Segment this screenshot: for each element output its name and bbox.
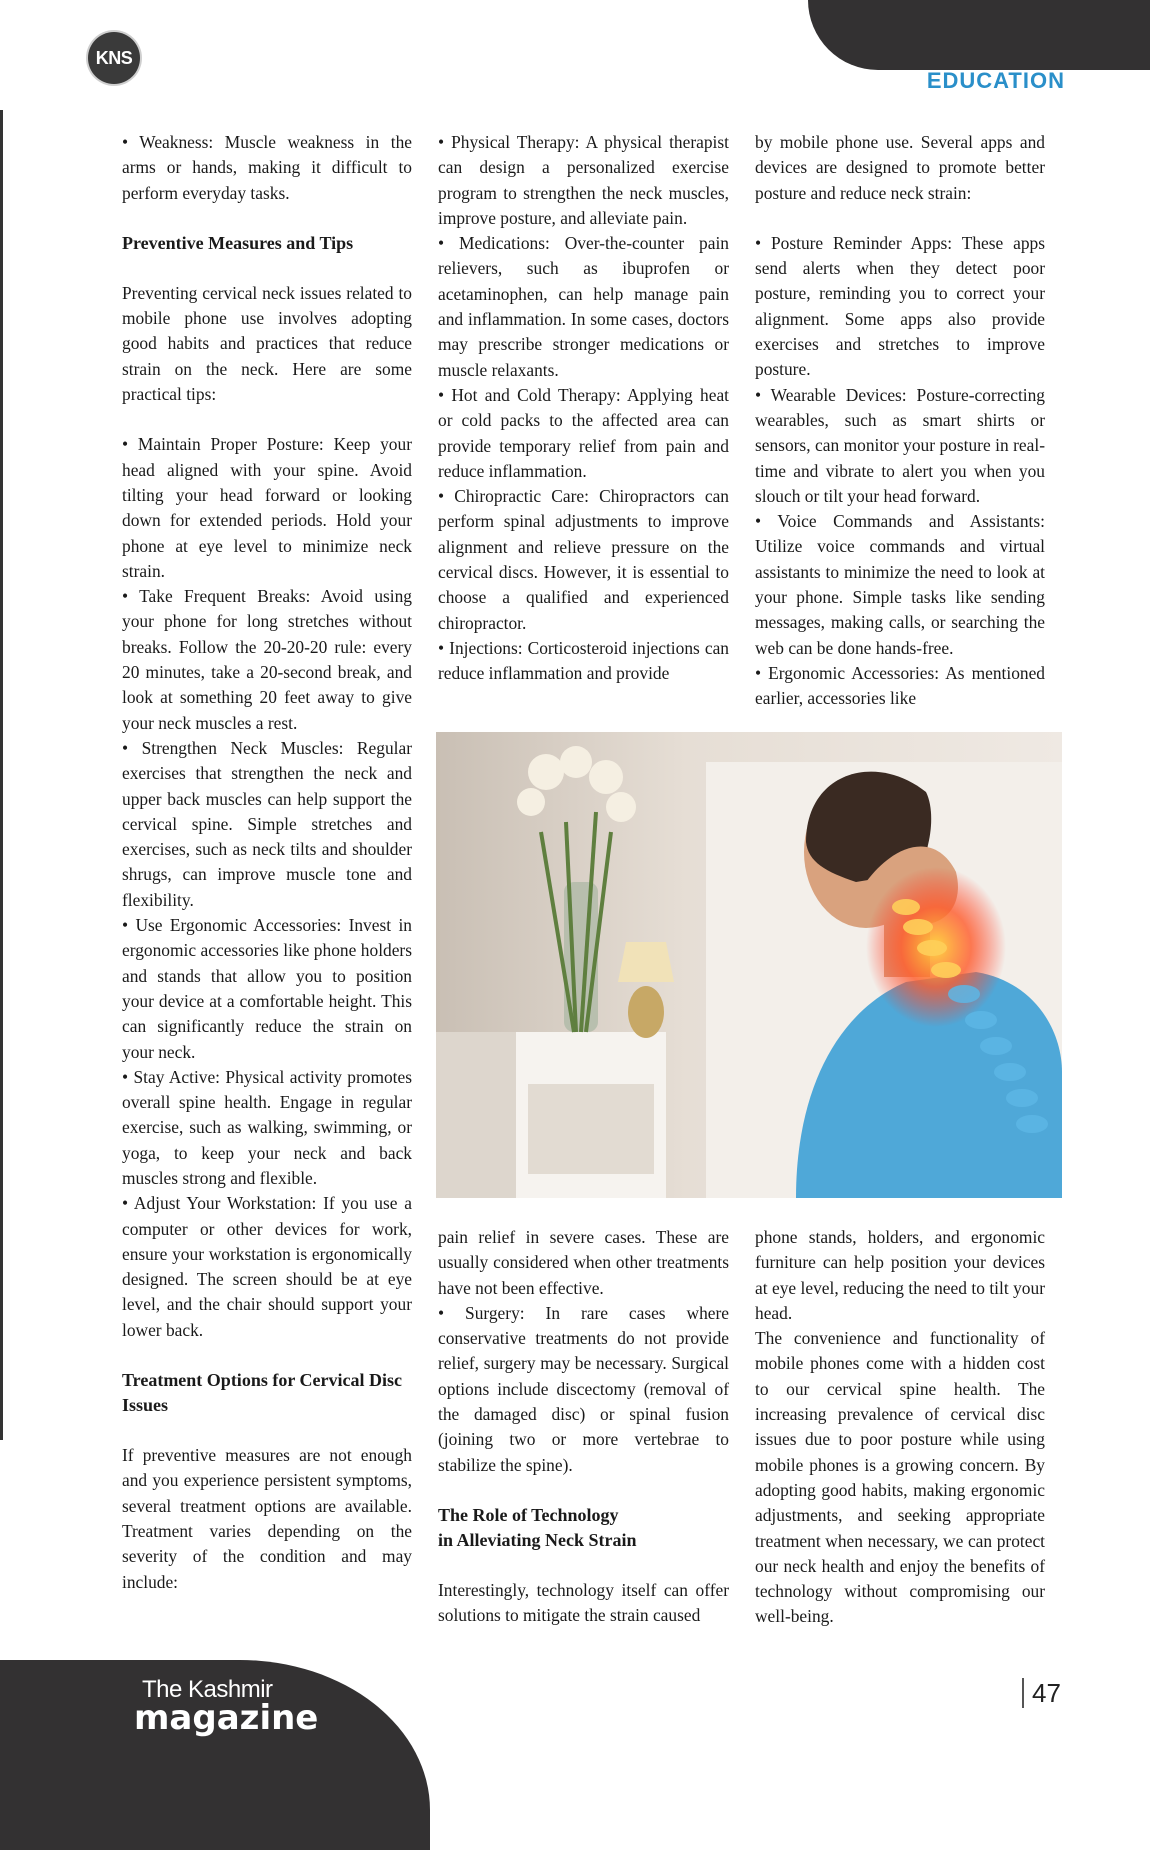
paragraph: The convenience and functionality of mobile phones come with a hidden cost to our cervical spine health. The increasing prevalence of cervical disc issues due to poor posture while using mobile phones is a growing concern. By adopting good habits, making ergonomic adjustments, and seeking appropriate treatment when necessary, we can protect our neck health and enjoy the benefits of technology without compromising our well-being.	[755, 1328, 1045, 1627]
column-2-top	[438, 130, 729, 687]
list-item: • Medications: Over-the-counter pain relievers, such as ibuprofen or acetaminophen, can help manage pain and inflammation. In some cases, doctors may prescribe stronger medications or muscle relaxants.	[438, 233, 729, 380]
list-item: • Hot and Cold Therapy: Applying heat or cold packs to the affected area can provide temporary relief from pain and reduce inflammation.	[438, 384, 729, 481]
heading-preventive-measures: Preventive Measures and Tips	[122, 232, 354, 253]
list-item: • Maintain Proper Posture: Keep your head aligned with your spine. Avoid tilting your head forward or looking down for extended periods. Hold your phone at eye level to minimize neck strain.	[122, 434, 412, 581]
paragraph: by mobile phone use. Several apps and devices are designed to promote better posture and reduce neck strain:	[755, 132, 1045, 203]
header-band	[808, 0, 1150, 70]
column-3-bottom	[755, 1225, 1045, 1630]
paragraph: • Weakness: Muscle weakness in the arms or hands, making it difficult to perform everyday tasks.	[122, 132, 412, 203]
list-item: • Wearable Devices: Posture-correcting wearables, such as smart shirts or sensors, can monitor your posture in real-time and vibrate to alert you when you slouch or tilt your head forward.	[755, 384, 1045, 506]
paragraph: phone stands, holders, and ergonomic furniture can help position your devices at eye level, reducing the need to tilt your head.	[755, 1227, 1045, 1323]
list-item: • Use Ergonomic Accessories: Invest in ergonomic accessories like phone holders and stands that allow you to position your device at a comfortable height. This can significantly reduce the strain on your neck.	[122, 915, 412, 1062]
list-item: • Chiropractic Care: Chiropractors can perform spinal adjustments to improve alignment and relieve pressure on the cervical discs. However, it is essential to choose a qualified and experienced chiropractor.	[438, 486, 729, 633]
list-item: • Voice Commands and Assistants: Utilize voice commands and virtual assistants to minimize the need to look at your phone. Simple tasks like sending messages, making calls, or searching the web can be done hands-free.	[755, 511, 1045, 658]
page-number: 47	[1022, 1678, 1061, 1708]
paragraph: If preventive measures are not enough and you experience persistent symptoms, several treatment options are available. Treatment varies depending on the severity of the condition and may include:	[122, 1445, 412, 1592]
neck-pain-photo	[436, 732, 1062, 1198]
heading-alleviating-neck-strain: in Alleviating Neck Strain	[438, 1529, 637, 1550]
list-item: • Posture Reminder Apps: These apps send alerts when they detect poor posture, reminding you to correct your alignment. Some apps also provide exercises and stretches to improve posture.	[755, 232, 1045, 380]
column-1	[122, 130, 412, 1595]
heading-role-of-technology: The Role of Technology	[438, 1504, 619, 1525]
section-label: EDUCATION	[926, 68, 1065, 93]
brand-name-main: magazine	[134, 1698, 319, 1738]
kns-logo: KNS	[88, 32, 140, 84]
column-3-top	[755, 130, 1045, 712]
column-2-bottom	[438, 1225, 729, 1629]
list-item: • Surgery: In rare cases where conservative treatments do not provide relief, surgery may be necessary. Surgical options include discectomy (removal of the damaged disc) or spinal fusion (joining two or more vertebrae to stabilize the spine).	[438, 1302, 729, 1475]
paragraph: Interestingly, technology itself can offer solutions to mitigate the strain caused	[438, 1579, 729, 1626]
list-item: • Strengthen Neck Muscles: Regular exercises that strengthen the neck and upper back muscles can help support the cervical spine. Simple stretches and exercises, such as neck tilts and shoulder shrugs, can improve muscle tone and flexibility.	[122, 737, 412, 910]
paragraph: Preventing cervical neck issues related to mobile phone use involves adopting good habits and practices that reduce strain on the neck. Here are some practical tips:	[122, 282, 412, 405]
neck-pain-illustration	[436, 732, 1062, 1198]
list-item: • Take Frequent Breaks: Avoid using your phone for long stretches without breaks. Follow the 20-20-20 rule: every 20 minutes, take a 20-second break, and look at something 20 feet away to give your neck muscles a rest.	[122, 586, 412, 733]
paragraph: pain relief in severe cases. These are usually considered when other treatments have not been effective.	[438, 1227, 729, 1298]
list-item: • Physical Therapy: A physical therapist can design a personalized exercise program to strengthen the neck muscles, improve posture, and alleviate pain.	[438, 132, 729, 228]
list-item: • Stay Active: Physical activity promotes overall spine health. Engage in regular exercise, such as walking, swimming, or yoga, to keep your neck and back muscles strong and flexible.	[122, 1066, 412, 1188]
heading-treatment-options: Treatment Options for Cervical Disc Issues	[122, 1370, 402, 1416]
left-margin-rule	[0, 110, 3, 1440]
list-item: • Ergonomic Accessories: As mentioned earlier, accessories like	[755, 662, 1045, 709]
brand-name-top: The Kashmir	[142, 1676, 273, 1703]
list-item: • Injections: Corticosteroid injections can reduce inflammation and provide	[438, 637, 729, 684]
list-item: • Adjust Your Workstation: If you use a computer or other devices for work, ensure your workstation is ergonomically designed. The screen should be at eye level, and the chair should support your lower back.	[122, 1193, 412, 1340]
